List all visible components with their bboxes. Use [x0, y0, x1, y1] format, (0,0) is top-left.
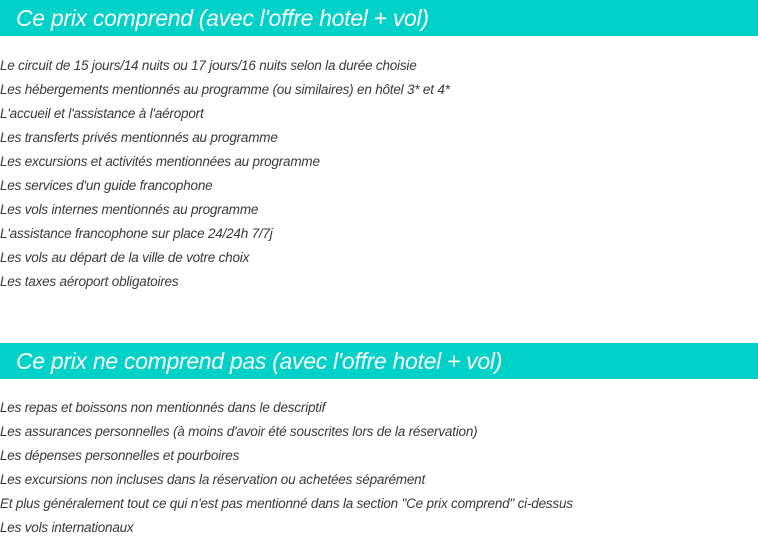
list-item: Le circuit de 15 jours/14 nuits ou 17 jours/16 nuits selon la durée choisie: [0, 58, 417, 73]
list-item: Les services d'un guide francophone: [0, 178, 213, 193]
list-item: Et plus généralement tout ce qui n'est pas mentionné dans la section "Ce prix comprend" ci-dessus: [0, 496, 573, 511]
list-item: Les hébergements mentionnés au programme (ou similaires) en hôtel 3* et 4*: [0, 82, 450, 97]
list-item: Les transferts privés mentionnés au programme: [0, 130, 278, 145]
included-list: [0, 54, 450, 294]
list-item: Les taxes aéroport obligatoires: [0, 274, 179, 289]
list-item: Les assurances personnelles (à moins d'avoir été souscrites lors de la réservation): [0, 424, 478, 439]
list-item: Les vols au départ de la ville de votre choix: [0, 250, 250, 265]
list-item: Les vols internationaux: [0, 520, 134, 535]
list-item: L'assistance francophone sur place 24/24h 7/7j: [0, 226, 273, 241]
excluded-heading: Ce prix ne comprend pas (avec l'offre hotel + vol): [0, 343, 758, 379]
excluded-list: [0, 396, 573, 540]
list-item: Les repas et boissons non mentionnés dans le descriptif: [0, 400, 326, 415]
list-item: L'accueil et l'assistance à l'aéroport: [0, 106, 204, 121]
list-item: Les dépenses personnelles et pourboires: [0, 448, 240, 463]
included-heading: Ce prix comprend (avec l'offre hotel + vol): [0, 0, 758, 36]
list-item: Les excursions non incluses dans la réservation ou achetées séparément: [0, 472, 426, 487]
list-item: Les vols internes mentionnés au programme: [0, 202, 259, 217]
list-item: Les excursions et activités mentionnées au programme: [0, 154, 320, 169]
